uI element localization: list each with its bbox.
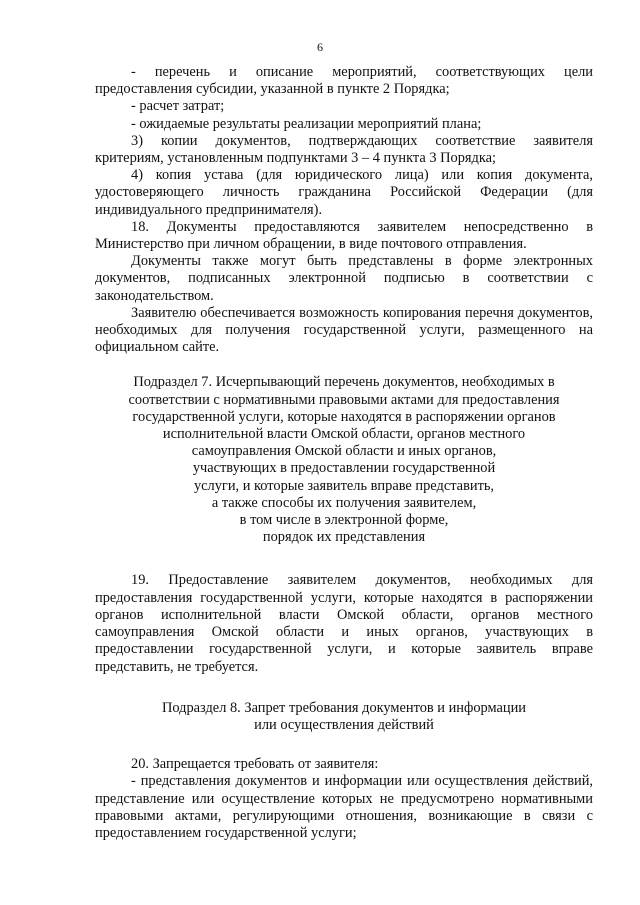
heading-line: исполнительной власти Омской области, органов местного (162, 426, 526, 443)
heading-line: участвующих в предоставлении государственной (192, 460, 496, 477)
heading-line: государственной услуги, которые находятся в распоряжении органов (132, 408, 556, 425)
heading-line: а также способы их получения заявителем, (211, 494, 477, 511)
heading-line: Подраздел 7. Исчерпывающий перечень документов, необходимых в (133, 374, 555, 391)
paragraph-electronic-docs: Документы также могут быть представлены в форме электронных документов, подписанных электронной подписью в соответствии с законодательством. (95, 253, 593, 304)
list-item-costs: - расчет затрат; (131, 98, 225, 115)
paragraph-copying: Заявителю обеспечивается возможность копирования перечня документов, необходимых для получения государственной услуги, размещенного на официальном сайте. (95, 304, 593, 356)
document-body (95, 64, 593, 842)
heading-line: порядок их представления (262, 529, 426, 546)
heading-line: услуги, и которые заявитель вправе представить, (193, 477, 495, 494)
paragraph-20-item: - представления документов и информации или осуществления действий, представление или осуществление которых не предусмотрено нормативными правовыми актами, регулирующими отношения, возникающие в связи с предоставлением государственной услуги; (95, 773, 593, 841)
heading-line: в том числе в электронной форме, (239, 512, 449, 529)
paragraph-19: 19. Предоставление заявителем документов, необходимых для предоставления государственной услуги, которые находятся в распоряжении органов исполнительной власти Омской области, органов местного самоуправления Омской области и иных органов, участвующих в предоставлении государственной услуги, и которые заявитель вправе представить, не требуется. (95, 572, 593, 675)
heading-line: Подраздел 8. Запрет требования документов и информации (161, 699, 527, 716)
heading-line: соответствии с нормативными правовыми актами для предоставления (128, 391, 560, 408)
list-item-results: - ожидаемые результаты реализации мероприятий плана; (131, 115, 482, 132)
heading-line: самоуправления Омской области и иных органов, (191, 443, 497, 460)
subsection-7-heading (95, 374, 593, 546)
paragraph-20: 20. Запрещается требовать от заявителя: (131, 756, 379, 773)
list-item-charter: 4) копия устава (для юридического лица) или копия документа, удостоверяющего личность гражданина Российской Федерации (для индивидуального предпринимателя). (95, 167, 593, 218)
list-item-measures: - перечень и описание мероприятий, соответствующих цели предоставления субсидии, указанной в пункте 2 Порядка; (95, 64, 593, 98)
subsection-8-heading (95, 700, 593, 734)
heading-line: или осуществления действий (254, 716, 434, 733)
list-item-copies: 3) копии документов, подтверждающих соответствие заявителя критериям, установленным подпунктами 3 – 4 пункта 3 Порядка; (95, 132, 593, 167)
page-number: 6 (317, 40, 323, 54)
paragraph-18: 18. Документы предоставляются заявителем непосредственно в Министерство при личном обращении, в виде почтового отправления. (95, 218, 593, 253)
